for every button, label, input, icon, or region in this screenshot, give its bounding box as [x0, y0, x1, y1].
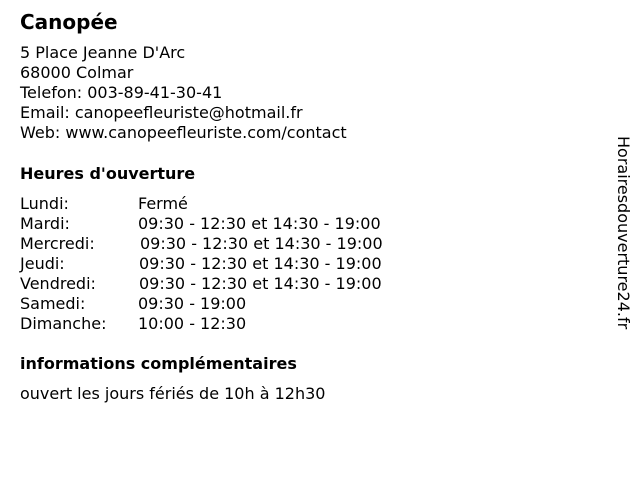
- watermark: [612, 136, 634, 372]
- time-value: 09:30 - 12:30 et 14:30 - 19:00: [138, 214, 381, 233]
- opening-hours-heading: Heures d'ouverture: [20, 164, 196, 183]
- day-label: Mardi:: [20, 214, 70, 233]
- day-label: Jeudi:: [20, 254, 65, 273]
- watermark-text: Horairesdouverture24.fr: [614, 136, 633, 330]
- additional-info-text: ouvert les jours fériés de 10h à 12h30: [20, 384, 326, 403]
- email-line: Email: canopeefleuriste@hotmail.fr: [20, 103, 303, 122]
- business-name: Canopée: [20, 10, 118, 34]
- day-label: Vendredi:: [20, 274, 96, 293]
- day-label: Dimanche:: [20, 314, 107, 333]
- address-city: 68000 Colmar: [20, 63, 134, 82]
- contact-block: [20, 43, 347, 143]
- day-label: Mercredi:: [20, 234, 95, 253]
- web-line: Web: www.canopeefleuriste.com/contact: [20, 123, 347, 142]
- time-value: 09:30 - 12:30 et 14:30 - 19:00: [140, 234, 383, 253]
- phone-line: Telefon: 003-89-41-30-41: [20, 83, 223, 102]
- time-value: 09:30 - 12:30 et 14:30 - 19:00: [139, 254, 382, 273]
- time-value: 09:30 - 12:30 et 14:30 - 19:00: [139, 274, 382, 293]
- time-value: 09:30 - 19:00: [138, 294, 247, 313]
- day-label: Samedi:: [20, 294, 86, 313]
- day-label: Lundi:: [20, 194, 69, 213]
- time-value: Fermé: [138, 194, 188, 213]
- time-value: 10:00 - 12:30: [138, 314, 247, 333]
- additional-info-heading: informations complémentaires: [20, 354, 297, 373]
- address-street: 5 Place Jeanne D'Arc: [20, 43, 186, 62]
